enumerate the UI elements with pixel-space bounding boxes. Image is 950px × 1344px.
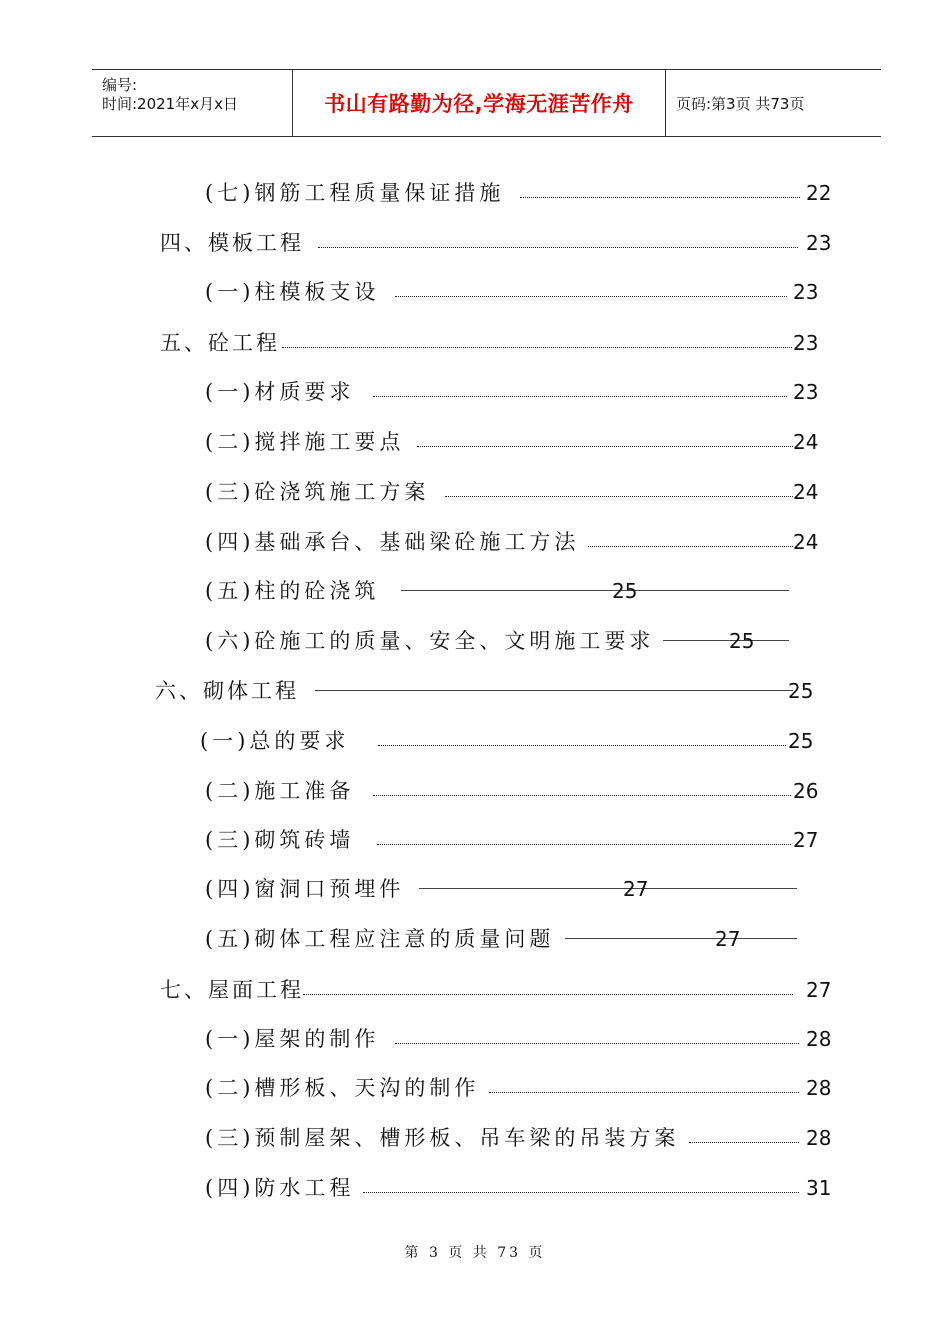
toc-entry-title: (五)砌体工程应注意的质量问题 [205,927,555,951]
toc-entry-page: 22 [806,181,832,205]
toc-entry-title: (七)钢筋工程质量保证措施 [205,181,505,205]
toc-entry-title: (一)材质要求 [205,380,355,404]
toc-entry-title: (一)总的要求 [200,729,350,753]
toc-entry-page: 25 [729,629,755,653]
toc-leader [565,938,797,939]
toc-entry[interactable] [205,377,835,407]
toc-entry-title: (四)窗洞口预埋件 [205,877,405,901]
toc-entry[interactable] [205,874,840,904]
toc-entry-page: 24 [793,480,819,504]
toc-leader [282,347,792,348]
toc-entry-title: (二)搅拌施工要点 [205,430,405,454]
toc-leader [689,1142,799,1143]
toc-entry-page: 27 [793,828,819,852]
toc-entry-title: (四)基础承台、基础梁砼施工方法 [205,530,580,554]
toc-leader [445,496,793,497]
toc-entry[interactable] [205,825,840,855]
toc-entry[interactable] [155,676,840,706]
toc-entry[interactable] [160,975,840,1005]
toc-entry-page: 23 [793,380,819,404]
toc-entry-page: 26 [793,779,819,803]
toc-leader [373,795,791,796]
toc-entry-page: 28 [806,1076,832,1100]
toc-entry[interactable] [205,527,835,557]
toc-leader [315,690,793,691]
toc-leader [373,396,787,397]
toc-entry[interactable] [205,1024,835,1054]
toc-entry-page: 27 [806,978,832,1002]
toc-entry-page: 23 [793,331,819,355]
toc-leader [419,888,797,889]
toc-leader [395,1043,799,1044]
header-slogan: 书山有路勤为径,学海无涯苦作舟 [293,70,666,136]
toc-entry-title: (三)砌筑砖墙 [205,828,355,852]
toc-entry-page: 28 [806,1027,832,1051]
toc-leader [377,844,791,845]
toc-entry[interactable] [205,576,835,606]
toc-entry[interactable] [205,1173,835,1203]
toc-leader [318,247,798,248]
toc-leader [489,1092,799,1093]
header-page-info: 页码:第3页 共73页 [676,94,805,113]
toc-leader [401,590,789,591]
toc-entry-title: (五)柱的砼浇筑 [205,579,380,603]
toc-entry-page: 25 [788,729,814,753]
toc-entry-title: 七、屋面工程 [160,978,304,1002]
toc-entry-page: 28 [806,1126,832,1150]
toc-entry[interactable] [205,477,835,507]
toc-entry-title: (三)砼浇筑施工方案 [205,480,430,504]
toc-entry-title: 五、砼工程 [160,331,280,355]
toc-leader [395,296,787,297]
toc-leader [520,197,800,198]
toc-entry[interactable] [205,626,835,656]
toc-entry[interactable] [205,427,835,457]
toc-entry-page: 23 [806,231,832,255]
toc-leader [378,745,786,746]
toc-entry-page: 24 [793,530,819,554]
toc-entry-page: 25 [788,679,814,703]
toc-entry[interactable] [205,1123,835,1153]
toc-entry-title: (二)槽形板、天沟的制作 [205,1076,480,1100]
toc-entry-page: 31 [806,1176,832,1200]
toc-entry-title: (一)柱模板支设 [205,280,380,304]
toc-entry-title: (二)施工准备 [205,779,355,803]
toc-entry-title: (一)屋架的制作 [205,1027,380,1051]
toc-entry[interactable] [160,228,840,258]
toc-entry[interactable] [205,1073,835,1103]
toc-entry[interactable] [205,924,840,954]
toc-entry[interactable] [200,726,840,756]
toc-entry-page: 27 [623,877,649,901]
page-footer: 第 3 页 共 73 页 [404,1245,546,1261]
toc-leader [417,446,793,447]
toc-leader [663,640,789,641]
toc-entry-page: 24 [793,430,819,454]
toc-leader [588,546,793,547]
toc-entry[interactable] [205,178,835,208]
toc-entry-title: (四)防水工程 [205,1176,355,1200]
toc-entry-title: (三)预制屋架、槽形板、吊车梁的吊装方案 [205,1126,680,1150]
toc-entry-page: 25 [612,579,638,603]
toc-entry-page: 23 [793,280,819,304]
toc-entry[interactable] [205,776,840,806]
toc-leader [363,1192,799,1193]
toc-entry[interactable] [205,277,835,307]
toc-entry-page: 27 [715,927,741,951]
toc-entry-title: (六)砼施工的质量、安全、文明施工要求 [205,629,655,653]
toc-leader [303,994,793,995]
toc-entry[interactable] [160,328,840,358]
serial-label: 编号: [102,76,138,94]
toc-entry-title: 四、模板工程 [160,231,304,255]
time-label: 时间:2021年x月x日 [102,95,238,113]
toc-entry-title: 六、砌体工程 [155,679,299,703]
